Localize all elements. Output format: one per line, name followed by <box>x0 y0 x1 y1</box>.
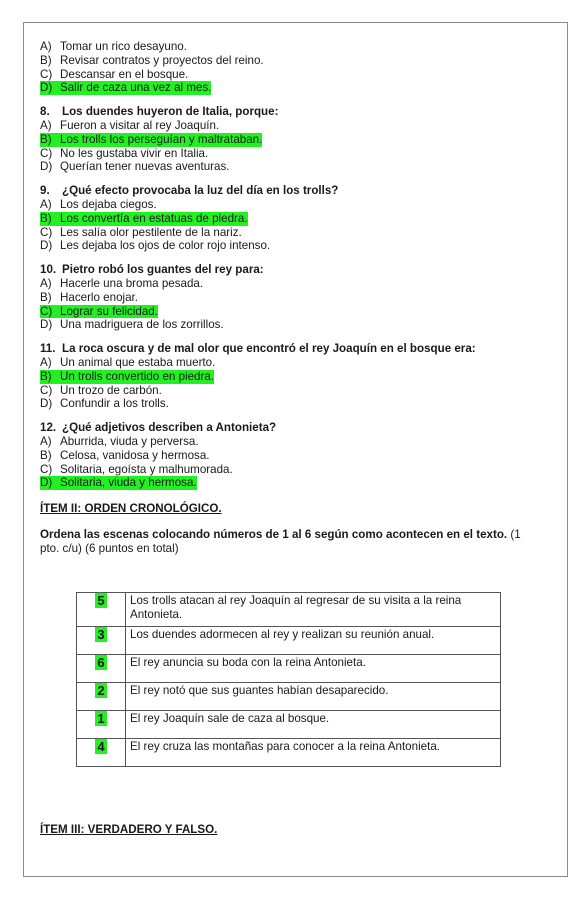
instruction-bold: Ordena las escenas colocando números de 1 al 6 según como acontecen en el texto. <box>40 527 508 541</box>
option-c: C) Un trozo de carbón. <box>40 383 162 397</box>
question-title: 8. Los duendes huyeron de Italia, porque: <box>40 105 279 119</box>
option-c: C) Les salía olor pestilente de la nariz. <box>40 225 242 239</box>
option-d: D) Querían tener nuevas aventuras. <box>40 160 230 174</box>
option-a: A) Un animal que estaba muerto. <box>40 355 216 369</box>
table-row <box>77 683 501 711</box>
option-a: A) Fueron a visitar al rey Joaquín. <box>40 118 220 132</box>
option-b: B) Un trolls convertido en piedra. <box>40 369 215 383</box>
question-title: 11. La roca oscura y de mal olor que encontró el rey Joaquín en el bosque era: <box>40 342 476 356</box>
question-title: 10. Pietro robó los guantes del rey para: <box>40 263 264 277</box>
order-number-cell[interactable]: 2 <box>77 683 126 711</box>
option-7a: A) Tomar un rico desayuno. <box>40 40 187 53</box>
question-11 <box>40 342 540 411</box>
option-b: B) Los convertía en estatuas de piedra. <box>40 211 248 225</box>
question-10 <box>40 263 540 332</box>
table-row <box>77 627 501 655</box>
question-7-options <box>40 40 540 95</box>
option-b: B) Los trolls los perseguían y maltrataban. <box>40 132 263 146</box>
option-a: A) Los dejaba ciegos. <box>40 197 157 211</box>
option-c: C) Lograr su felicidad. <box>40 304 158 318</box>
option-7b: B) Revisar contratos y proyectos del reino. <box>40 53 264 67</box>
option-7c: C) Descansar en el bosque. <box>40 67 189 81</box>
scene-text: El rey anuncia su boda con la reina Antonieta. <box>126 655 501 683</box>
question-9 <box>40 184 540 253</box>
table-row <box>77 655 501 683</box>
option-d: D) Una madriguera de los zorrillos. <box>40 318 224 332</box>
option-d: D) Confundir a los trolls. <box>40 397 169 411</box>
option-b: B) Celosa, vanidosa y hermosa. <box>40 448 210 462</box>
scene-text: El rey Joaquín sale de caza al bosque. <box>126 711 501 739</box>
question-title: 12. ¿Qué adjetivos describen a Antonieta? <box>40 421 277 435</box>
order-number-cell[interactable]: 5 <box>77 593 126 627</box>
item2-heading: ÍTEM II: ORDEN CRONOLÓGICO. <box>40 502 222 516</box>
chronological-order-table <box>76 592 501 767</box>
scene-text: El rey cruza las montañas para conocer a la reina Antonieta. <box>126 739 501 767</box>
scene-text: Los duendes adormecen al rey y realizan su reunión anual. <box>126 627 501 655</box>
order-number-cell[interactable]: 3 <box>77 627 126 655</box>
item2-instruction <box>40 528 540 556</box>
table-row <box>77 593 501 627</box>
scene-text: El rey notó que sus guantes habían desaparecido. <box>126 683 501 711</box>
option-a: A) Hacerle una broma pesada. <box>40 276 204 290</box>
question-8 <box>40 105 540 174</box>
order-number-cell[interactable]: 4 <box>77 739 126 767</box>
option-a: A) Aburrida, viuda y perversa. <box>40 434 199 448</box>
document-body <box>40 40 540 556</box>
table-row <box>77 739 501 767</box>
table-row <box>77 711 501 739</box>
instruction-points: (1 pto. c/u) (6 puntos en total) <box>40 527 521 555</box>
option-c: C) Solitaria, egoísta y malhumorada. <box>40 462 233 476</box>
option-d: D) Solitaria, viuda y hermosa. <box>40 476 197 490</box>
option-b: B) Hacerlo enojar. <box>40 290 138 304</box>
question-title: 9. ¿Qué efecto provocaba la luz del día en los trolls? <box>40 184 339 198</box>
order-number-cell[interactable]: 6 <box>77 655 126 683</box>
order-number-cell[interactable]: 1 <box>77 711 126 739</box>
scene-text: Los trolls atacan al rey Joaquín al regresar de su visita a la reina Antonieta. <box>126 593 501 627</box>
option-c: C) No les gustaba vivir en Italia. <box>40 146 209 160</box>
item3-heading: ÍTEM III: VERDADERO Y FALSO. <box>40 823 218 836</box>
question-12 <box>40 421 540 490</box>
option-d: D) Les dejaba los ojos de color rojo intenso. <box>40 239 271 253</box>
option-7d: D) Salir de caza una vez al mes. <box>40 81 212 95</box>
